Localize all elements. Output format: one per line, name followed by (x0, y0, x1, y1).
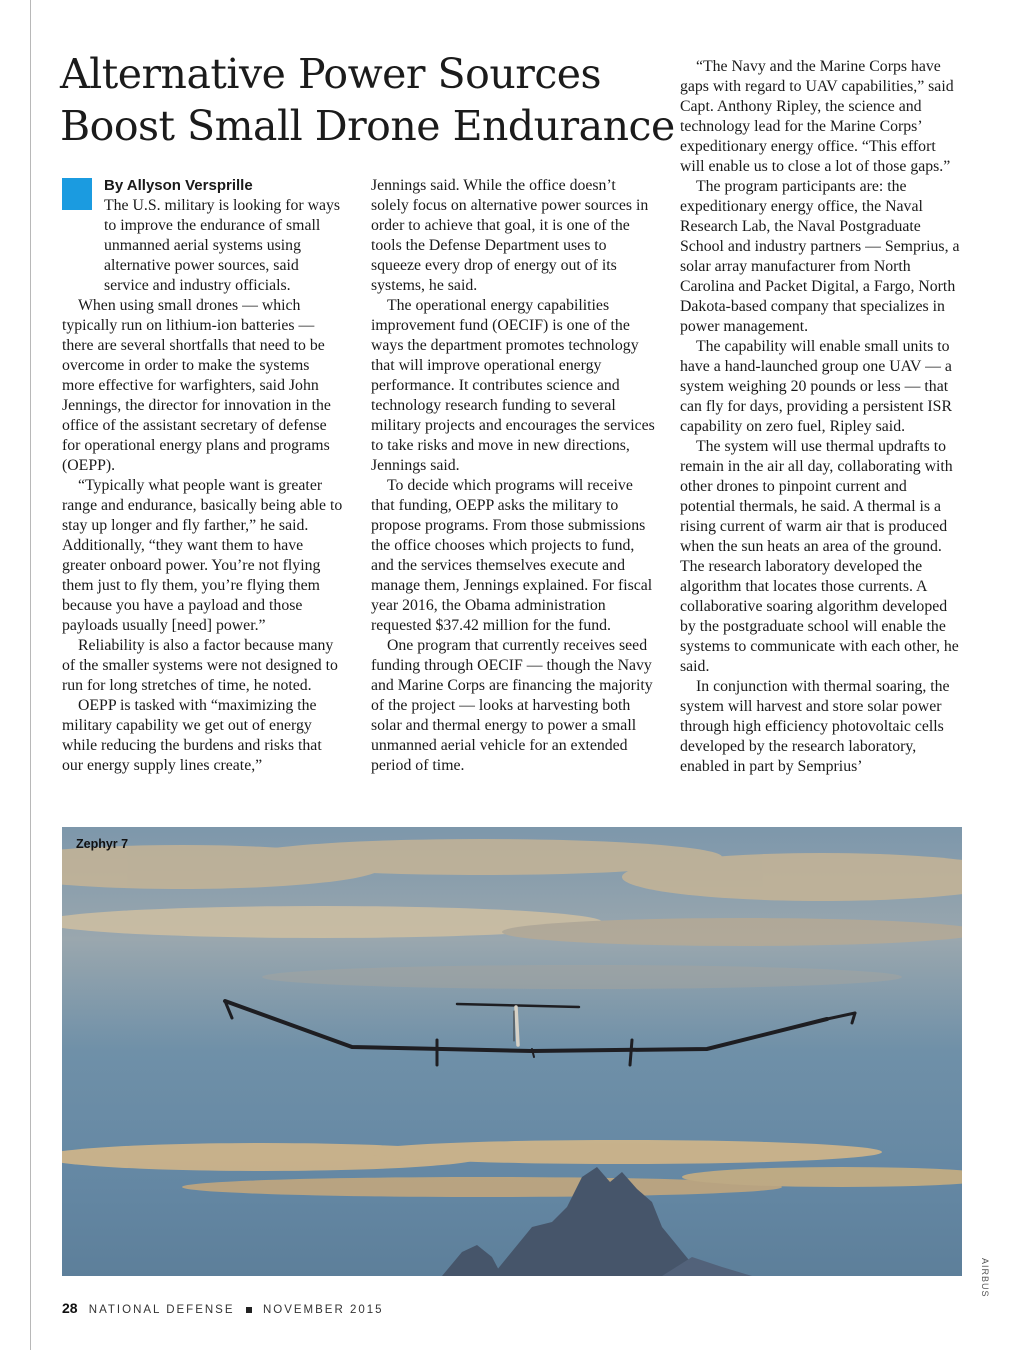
paragraph: The capability will enable small units to have a hand-launched group one UAV — a system weighing 20 pounds or less — that can fly for days, providing a persistent ISR capability on zero fuel, Ripley said. (680, 338, 953, 435)
page-margin-rule (30, 0, 31, 1350)
photo-credit: AIRBUS (980, 1258, 990, 1298)
page-number: 28 (62, 1300, 78, 1316)
article-column-1 (62, 176, 344, 776)
footer-separator (246, 1307, 252, 1313)
article-column-3 (680, 57, 964, 777)
paragraph: Jennings said. While the office doesn’t solely focus on alternative power sources in order to achieve that goal, it is one of the tools the Defense Department uses to squeeze every drop of energy out of its systems, he said. (371, 177, 649, 294)
paragraph: The system will use thermal updrafts to remain in the air all day, collaborating with other drones to pinpoint current and potential thermals, he said. A thermal is a rising current of warm air that is produced when the sun heats an area of the ground. The research laboratory developed the algorithm that locates those currents. A collaborative soaring algorithm developed by the postgraduate school will enable the systems to communicate with each other, he said. (680, 438, 959, 675)
byline-row (62, 176, 344, 196)
paragraph: Reliability is also a factor because many of the smaller systems were not designed to run for long stretches of time, he noted. (62, 637, 338, 694)
article-column-2 (371, 176, 657, 776)
paragraph: One program that currently receives seed funding through OECIF — though the Navy and Marine Corps are financing the majority of the project — looks at harvesting both solar and thermal energy to power a small unmanned aerial vehicle for an extended period of time. (371, 637, 653, 774)
issue-date: NOVEMBER 2015 (262, 1304, 384, 1316)
zephyr-photo (62, 827, 962, 1276)
paragraph: To decide which programs will receive that funding, OEPP asks the military to propose programs. From those submissions the office chooses which projects to fund, and the services themselves execute and manage them, Jennings explained. For fiscal year 2016, the Obama administration requested $37.42 million for the fund. (371, 477, 653, 634)
page-footer (62, 1300, 384, 1316)
paragraph: When using small drones — which typically run on lithium-ion batteries — there are several shortfalls that need to be overcome in order to make the systems more effective for warfighters, said John Jennings, the director for innovation in the office of the assistant secretary of defense for operational energy plans and programs (OEPP). (62, 297, 331, 474)
author-byline: By Allyson Versprille (104, 177, 253, 194)
photo-caption-label: Zephyr 7 (76, 837, 129, 851)
paragraph: OEPP is tasked with “maximizing the military capability we get out of energy while reducing the burdens and risks that our energy supply lines create,” (62, 697, 322, 774)
publication-name: NATIONAL DEFENSE (88, 1304, 235, 1316)
paragraph: “Typically what people want is greater range and endurance, basically being able to stay up longer and fly farther,” he said. Additionally, “they want them to have greater onboard power. You’re not flying them just to fly them, you’re flying them because you have a payload and those payloads usually [need] power.” (62, 477, 343, 634)
section-marker-square (62, 178, 92, 210)
paragraph: The operational energy capabilities improvement fund (OECIF) is one of the ways the department promotes technology that will improve operational energy performance. It contributes science and technology research funding to several military projects and encourages the services to take risks and move in new directions, Jennings said. (371, 297, 655, 474)
article-headline: Alternative Power Sources Boost Small Drone Endurance (60, 50, 675, 150)
photo-scene (62, 827, 962, 1276)
paragraph: “The Navy and the Marine Corps have gaps with regard to UAV capabilities,” said Capt. Anthony Ripley, the science and technology lead for the Marine Corps’ expeditionary energy office. “This effort will enable us to close a lot of those gaps.” (680, 58, 954, 175)
paragraph: In conjunction with thermal soaring, the system will harvest and store solar power through high efficiency photovoltaic cells developed by the research laboratory, enabled in part by Semprius’ (680, 678, 950, 775)
paragraph: The program participants are: the expeditionary energy office, the Naval Research Lab, the Naval Postgraduate School and industry partners — Semprius, a solar array manufacturer from North Carolina and Packet Digital, a Fargo, North Dakota-based company that specializes in power management. (680, 178, 960, 335)
paragraph: The U.S. military is looking for ways to improve the endurance of small unmanned aerial systems using alternative power sources, said service and industry officials. (104, 197, 341, 294)
